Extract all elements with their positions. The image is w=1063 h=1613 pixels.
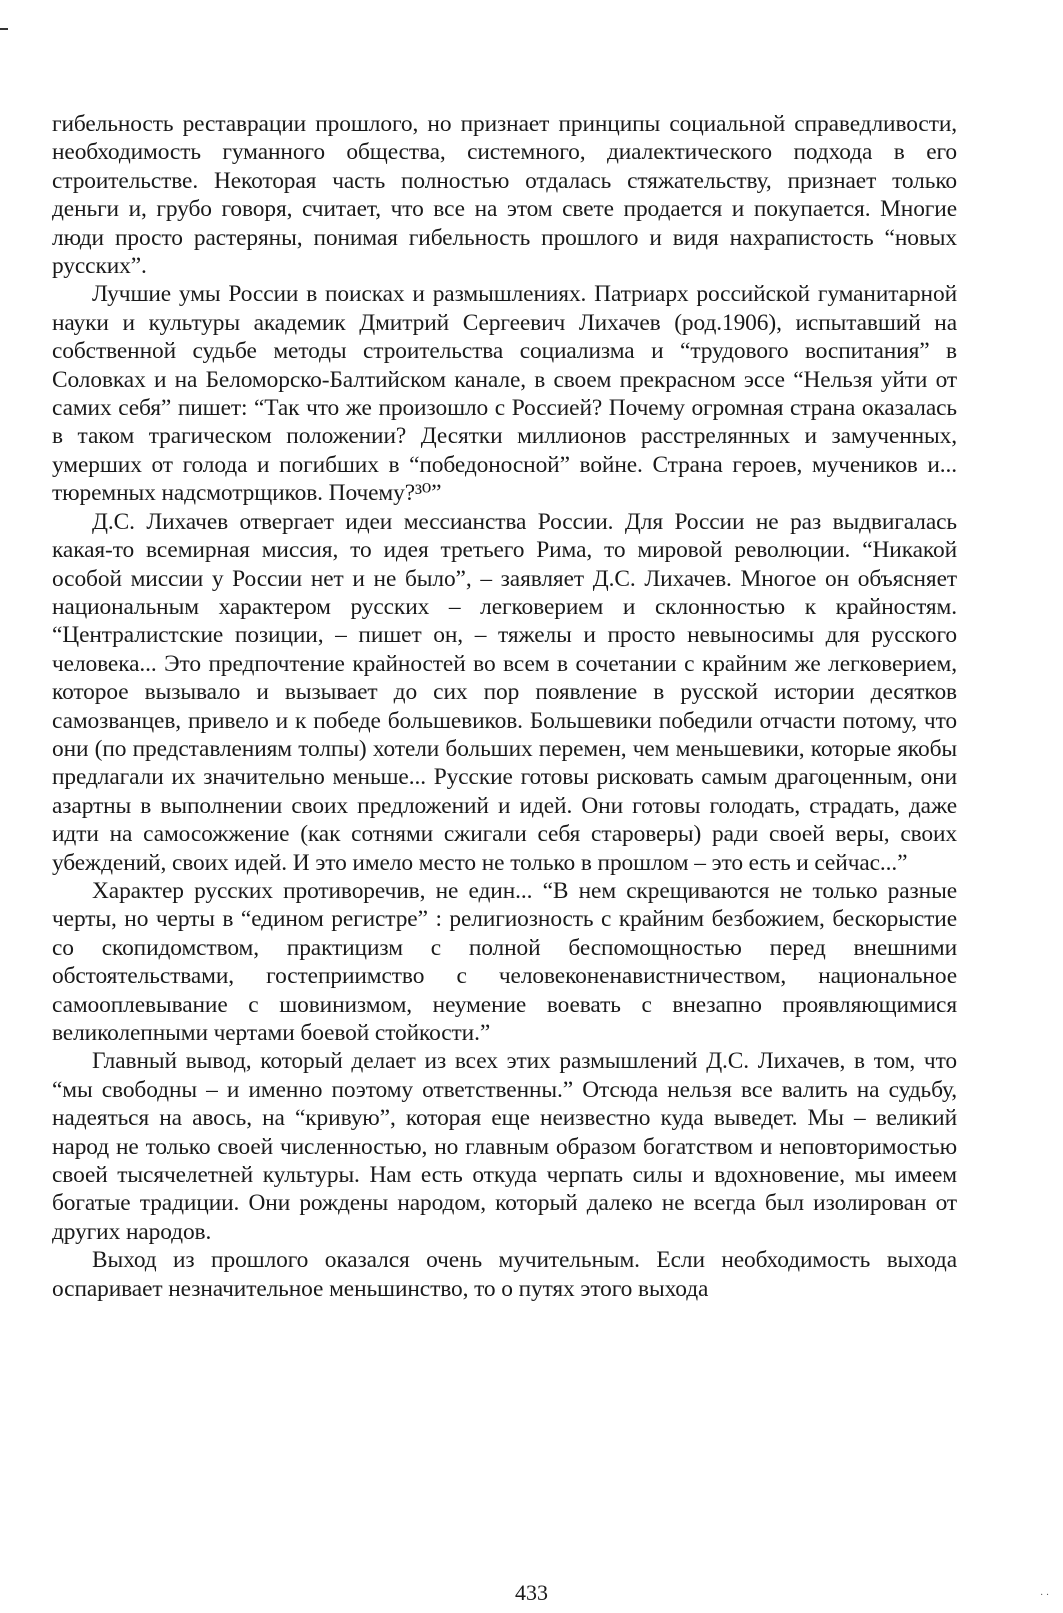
scan-edge-mark (0, 28, 8, 30)
paragraph: гибельность реставрации прошлого, но признает принципы социальной справедливости, необходимость гуманного общества, системного, диалектического подхода в его строительстве. Некоторая часть полностью отдалась стяжательству, признает только деньги и, грубо говоря, считает, что все на этом свете продается и покупается. Многие люди просто растеряны, понимая гибельность прошлого и видя нахрапистость “новых русских”. (52, 111, 957, 280)
paragraph: Лучшие умы России в поисках и размышлениях. Патриарх российской гуманитарной науки и культуры академик Дмитрий Сергеевич Лихачев (род.1906), испытавший на собственной судьбе методы строительства социализма и “трудового воспитания” в Соловках и на Беломорско-Балтийском канале, в своем прекрасном эссе “Нельзя уйти от самих себя” пишет: “Так что же произошло с Россией? Почему огромная страна оказалась в таком трагическом положении? Десятки миллионов расстрелянных и замученных, умерших от голода и погибших в “победоносной” войне. Страна героев, мучеников и... тюремных надсмотрщиков. Почему?³⁰” (52, 281, 957, 507)
paragraph: Главный вывод, который делает из всех этих размышлений Д.С. Лихачев, в том, что “мы свободны – и именно поэтому ответственны.” Отсюда нельзя все валить на судьбу, надеяться на авось, на “кривую”, которая еще неизвестно куда выведет. Мы – великий народ не только своей численностью, но главным образом богатством и неповторимостью своей тысячелетней культуры. Нам есть откуда черпать силы и вдохновение, мы имеем богатые традиции. Они рождены народом, который далеко не всегда был изолирован от других народов. (52, 1048, 957, 1245)
paragraph: Характер русских противоречив, не един... “В нем скрещиваются не только разные черты, но черты в “едином регистре” : религиозность с крайним безбожием, бескорыстие со скопидомством, практицизм с полной беспомощностью перед внешними обстоятельствами, гостеприимство с человеконенавистничеством, национальное самооплевывание с шовинизмом, неумение воевать с внезапно проявляющимися великолепными чертами боевой стойкости.” (52, 877, 957, 1046)
scan-specks: · · (1040, 1590, 1050, 1601)
body-text (52, 110, 957, 1303)
paragraph: Выход из прошлого оказался очень мучительным. Если необходимость выхода оспаривает незначительное меньшинство, то о путях этого выхода (52, 1247, 957, 1302)
paragraph: Д.С. Лихачев отвергает идеи мессианства России. Для России не раз выдвигалась какая-то всемирная миссия, то идея третьего Рима, то мировой революции. “Никакой особой миссии у России нет и не было”, – заявляет Д.С. Лихачев. Многое он объясняет национальным характером русских – легковерием и склонностью к крайностям. “Централистские позиции, – пишет он, – тяжелы и просто невыносимы для русского человека... Это предпочтение крайностей во всем в сочетании с крайним же легковерием, которое вызывало и вызывает до сих пор появление в русской истории десятков самозванцев, привело и к победе большевиков. Большевики победили отчасти потому, что они (по представлениям толпы) хотели больших перемен, чем меньшевики, которые якобы предлагали их значительно меньше... Русские готовы рисковать самым драгоценным, они азартны в выполнении своих предложений и идей. Они готовы голодать, страдать, даже идти на самосожжение (как сотнями сжигали себя староверы) ради своей веры, своих убеждений, своих идей. И это имело место не только в прошлом – это есть и сейчас...” (52, 508, 957, 876)
page-number: 433 (515, 1580, 548, 1605)
